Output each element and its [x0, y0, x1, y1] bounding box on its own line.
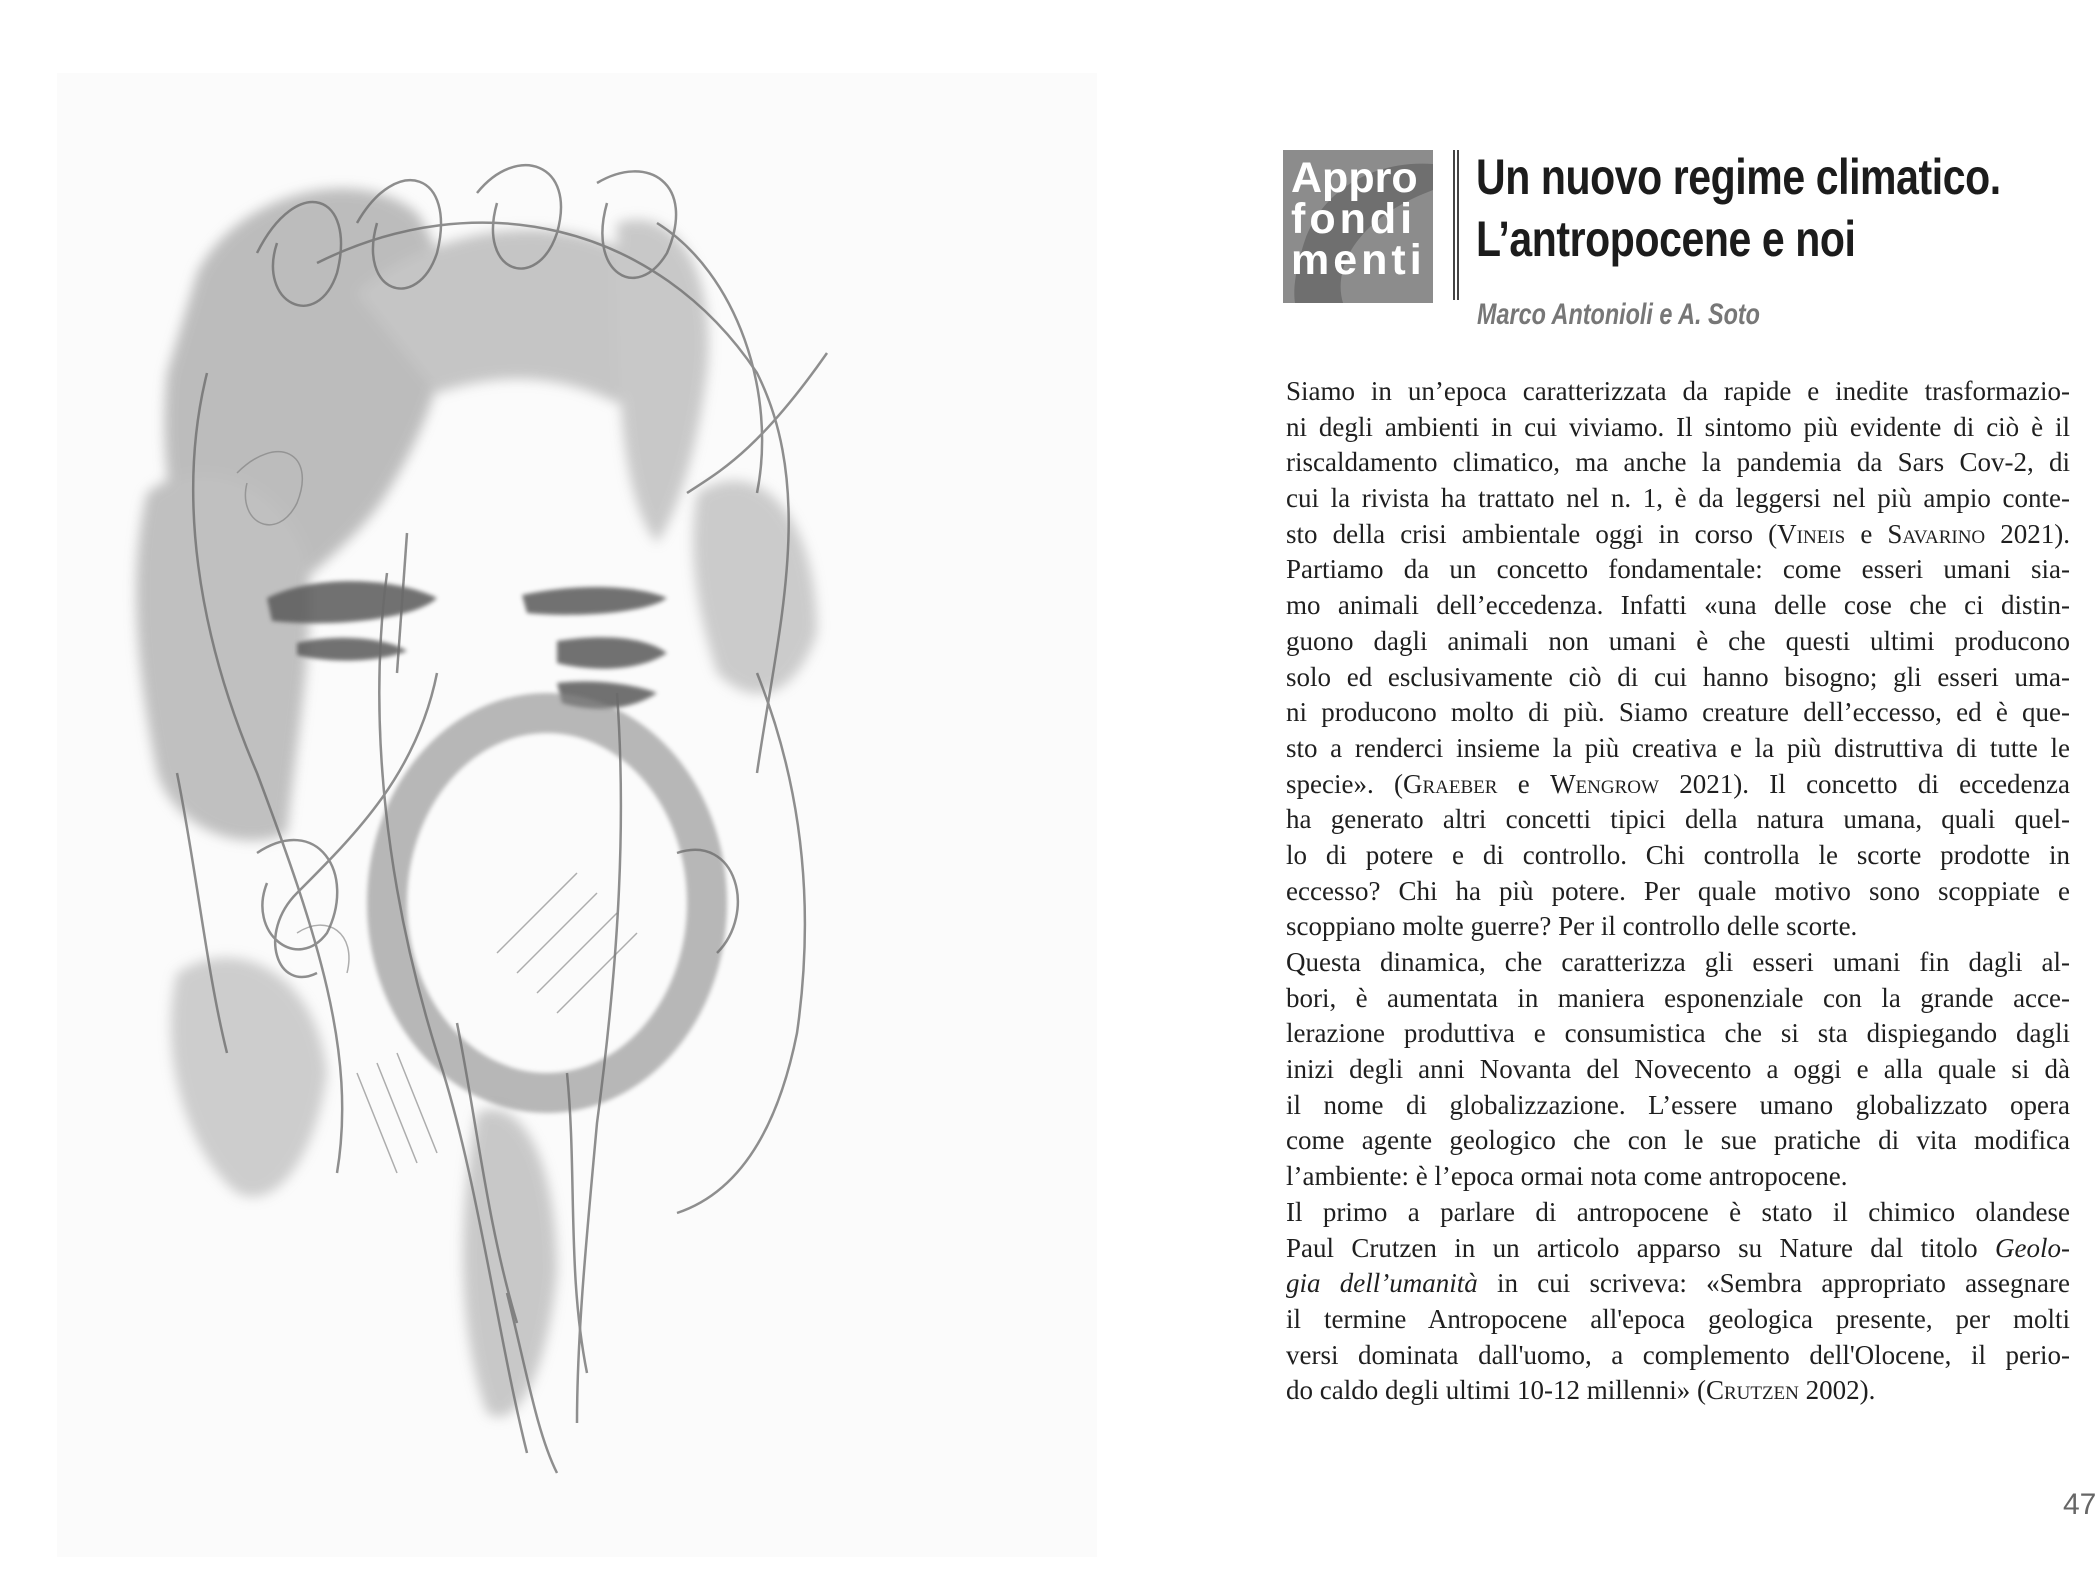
body-line [1286, 1195, 2070, 1231]
body-line [1286, 945, 2070, 981]
text-run: in cui scriveva: «Sembra appropriato assegnare [1477, 1268, 2071, 1299]
text-run: sto della crisi ambientale oggi in corso ( [1286, 518, 1778, 549]
text-run: cui la rivista ha trattato nel n. 1, è da leggersi nel più ampio conte- [1286, 483, 2070, 514]
body-line [1286, 909, 2070, 945]
text-run: Partiamo da un concetto fondamentale: come esseri umani sia- [1286, 554, 2070, 585]
text-run: Siamo in un’epoca caratterizzata da rapide e inedite trasformazio- [1286, 376, 2070, 406]
text-run: scoppiano molte guerre? Per il controllo delle scorte. [1286, 911, 1858, 942]
body-line [1286, 1016, 2070, 1052]
article-body [1286, 374, 2070, 1409]
text-run: mo animali dell’eccedenza. Infatti «una delle cose che ci distin- [1286, 590, 2070, 621]
text-run: Il primo a parlare di antropocene è stato il chimico olandese [1286, 1196, 2070, 1227]
title-line-1: Un nuovo regime climatico. [1476, 149, 2001, 205]
text-run: lerazione produttiva e consumistica che si sta dispiegando dagli [1286, 1018, 2070, 1049]
italic-title: gia dell’umanità [1286, 1268, 1478, 1299]
badge-line-2: fondi [1291, 195, 1417, 243]
body-line [1286, 1159, 2070, 1195]
text-run: riscaldamento climatico, ma anche la pandemia da Sars Cov-2, di [1286, 447, 2070, 478]
body-line [1286, 552, 2070, 588]
body-line [1286, 1088, 2070, 1124]
body-line [1286, 1266, 2070, 1302]
citation-author: Vineis [1777, 518, 1846, 549]
page-number: 47 [2063, 1488, 2097, 1521]
body-line [1286, 695, 2070, 731]
text-run: versi dominata dall'uomo, a complemento dell'Olocene, il perio- [1286, 1339, 2070, 1370]
body-line [1286, 588, 2070, 624]
citation-author: Crutzen [1705, 1375, 1799, 1406]
body-line [1286, 481, 2070, 517]
text-run: e [1497, 768, 1551, 799]
body-line [1286, 1231, 2070, 1267]
body-line [1286, 517, 2070, 553]
badge-line-3: menti [1291, 236, 1426, 284]
body-line [1286, 410, 2070, 446]
text-run: il termine Antropocene all'epoca geologica presente, per molti [1286, 1303, 2070, 1334]
citation-author: Savarino [1887, 518, 1986, 549]
body-line [1286, 445, 2070, 481]
body-line [1286, 802, 2070, 838]
body-line [1286, 1338, 2070, 1374]
text-run: sto a renderci insieme la più creativa e la più distruttiva di tutte le [1286, 732, 2070, 763]
text-run: specie». ( [1286, 768, 1404, 799]
body-line [1286, 660, 2070, 696]
portrait-illustration [57, 73, 1097, 1557]
body-line [1286, 874, 2070, 910]
body-line [1286, 838, 2070, 874]
article-title [1476, 146, 2050, 270]
text-run: come agente geologico che con le sue pratiche di vita modifica [1286, 1125, 2070, 1156]
text-run: 2021). Il concetto di eccedenza [1658, 768, 2071, 799]
text-run: solo ed esclusivamente ciò di cui hanno bisogno; gli esseri uma- [1286, 661, 2070, 692]
body-line [1286, 767, 2070, 803]
body-line [1286, 731, 2070, 767]
text-run: guono dagli animali non umani è che questi ultimi producono [1286, 625, 2070, 656]
text-run: e [1845, 518, 1888, 549]
body-line [1286, 624, 2070, 660]
text-run: Questa dinamica, che caratterizza gli esseri umani fin dagli al- [1286, 947, 2070, 977]
body-line [1286, 1123, 2070, 1159]
text-run: lo di potere e di controllo. Chi controlla le scorte prodotte in [1286, 839, 2070, 870]
text-run: inizi degli anni Novanta del Novecento a oggi e alla quale si dà [1286, 1054, 2070, 1085]
body-line [1286, 1302, 2070, 1338]
text-run: Paul Crutzen in un articolo apparso su Nature dal titolo [1286, 1232, 1996, 1263]
badge-line-1: Appro [1291, 154, 1418, 202]
title-line-2: L’antropocene e noi [1476, 211, 1856, 267]
text-run: ni degli ambienti in cui viviamo. Il sintomo più evidente di ciò è il [1286, 411, 2070, 442]
citation-author: Wengrow [1550, 768, 1659, 799]
text-run: l’ambiente: è l’epoca ormai nota come antropocene. [1286, 1161, 1848, 1192]
body-line [1286, 1052, 2070, 1088]
text-run: do caldo degli ultimi 10-12 millenni» ( [1286, 1375, 1706, 1406]
body-line [1286, 374, 2070, 410]
title-double-rule [1453, 150, 1459, 300]
article-author: Marco Antonioli e A. Soto [1477, 298, 1760, 331]
approfondimenti-badge [1283, 150, 1433, 303]
body-line [1286, 981, 2070, 1017]
text-run: ni producono molto di più. Siamo creature dell’eccesso, ed è que- [1286, 697, 2070, 728]
body-line [1286, 1373, 2070, 1409]
text-run: 2021). [1985, 518, 2070, 549]
sketch-drawing [57, 73, 1097, 1557]
text-run: bori, è aumentata in maniera esponenziale con la grande acce- [1286, 982, 2070, 1013]
badge-label [1291, 154, 1429, 284]
citation-author: Graeber [1403, 768, 1498, 799]
text-run: il nome di globalizzazione. L’essere umano globalizzato opera [1286, 1089, 2070, 1120]
italic-title: Geolo- [1995, 1232, 2070, 1263]
text-run: ha generato altri concetti tipici della natura umana, quali quel- [1286, 804, 2070, 835]
text-run: eccesso? Chi ha più potere. Per quale motivo sono scoppiate e [1286, 875, 2070, 906]
text-run: 2002). [1798, 1375, 1876, 1406]
